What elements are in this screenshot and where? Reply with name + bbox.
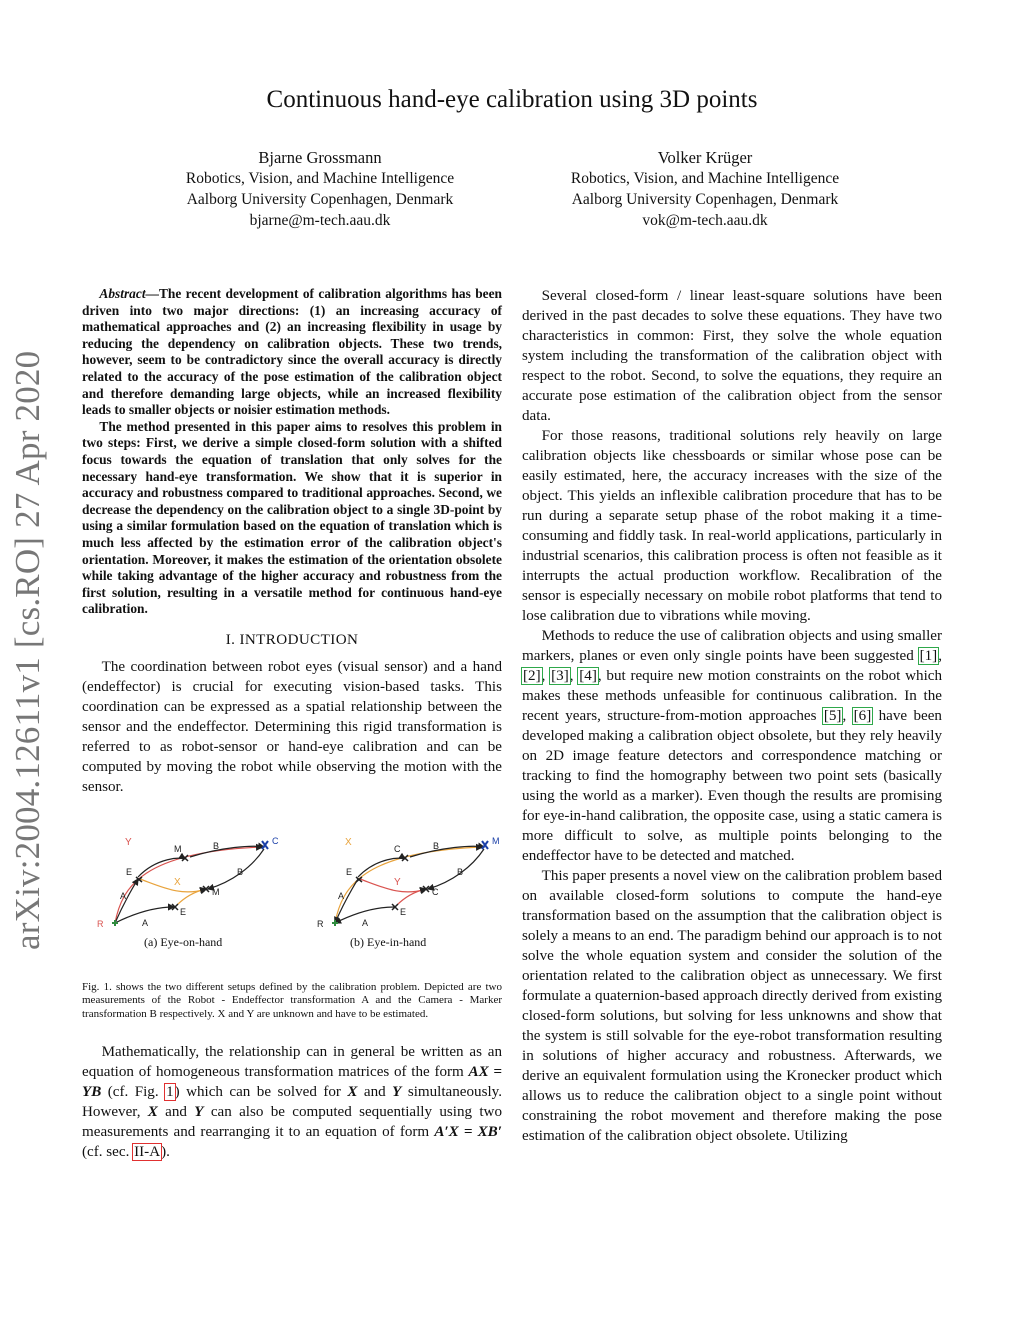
svg-text:A: A xyxy=(362,917,369,928)
svg-text:C: C xyxy=(394,843,401,854)
author-affiliation: Robotics, Vision, and Machine Intelligence xyxy=(570,170,840,187)
svg-text:E: E xyxy=(180,906,187,917)
svg-text:B: B xyxy=(433,840,440,851)
citation-link[interactable]: [4] xyxy=(579,668,597,684)
svg-text:A: A xyxy=(120,890,127,901)
section-heading-introduction: I. INTRODUCTION xyxy=(225,631,359,648)
svg-text:R: R xyxy=(317,918,324,929)
svg-text:R: R xyxy=(97,918,104,929)
author-email: bjarne@m-tech.aau.dk xyxy=(249,212,391,229)
svg-text:E: E xyxy=(400,906,407,917)
svg-text:C: C xyxy=(272,835,279,846)
left-column xyxy=(82,286,502,1162)
label-y: Y xyxy=(125,836,132,848)
abstract-text: The recent development of calibration algorithms has been driven into two major directions: (1) an increasing accuracy of mathematical approaches and (2) an increasing flexibility in usage by reducing the dependency on calibration objects. These two trends, however, seem to be contradictory since the overall accuracy is directly related to the accuracy of the pose estimation of the calibration object and therefore demanding large objects, while an increased flexibility leads to smaller objects or noisier estimation methods. xyxy=(82,286,502,418)
author-affiliation: Aalborg University Copenhagen, Denmark xyxy=(186,191,454,208)
svg-text:X: X xyxy=(345,836,352,848)
svg-text:B: B xyxy=(457,866,464,877)
right-paragraph-1: Several closed-form / linear least-square solutions have been derived in the past decades to solve these equations. They have two characteristics in common: First, they solve the whole equation system including the transformation of the calibration object with respect to the robot. Second, to solve the equations, they require an accurate pose estimation of the calibration object from the sensor data. xyxy=(522,288,942,424)
svg-text:M: M xyxy=(212,886,220,897)
svg-text:M: M xyxy=(174,843,182,854)
svg-text:A: A xyxy=(338,890,345,901)
abstract-label: Abstract xyxy=(99,286,146,301)
citation-link[interactable]: [1] xyxy=(919,648,938,664)
author-email: vok@m-tech.aau.dk xyxy=(642,212,768,229)
svg-text:M: M xyxy=(492,835,500,846)
right-paragraph-3: Methods to reduce the use of calibration objects and using smaller markers, planes or even only single points have been suggested [1], [2], [3], [4], but require new motion constraints on the robot which makes these methods unfeasible for continuous calibration. In the recent years, structure-from-motion approaches [5], [6] have been developed making a calibration object obsolete, but they rely heavily on 2D image feature detectors and correspondence matching or tracking to find the homography between two point sets (basically using the world as a marker). Even though the results are promising for eye-in-hand calibration, the opposite case, using a static camera is more difficult to solve, as multiple points belonging to the endeffector have to be detected and matched. xyxy=(522,628,943,864)
svg-text:E: E xyxy=(346,866,353,877)
figure-reference-link[interactable]: 1 xyxy=(166,1083,174,1100)
svg-text:Y: Y xyxy=(394,876,401,888)
abstract-paragraph-1: Abstract—The recent development of calibration algorithms has been driven into two major directions: (1) an increasing accuracy of mathematical approaches and (2) an increasing flexibility in usage by reducing the dependency on calibration objects. These two trends, however, seem to be contradictory since the overall accuracy is directly related to the accuracy of the pose estimation of the calibration object and therefore demanding large objects, while an increased flexibility leads to smaller objects or noisier estimation methods. xyxy=(82,286,502,418)
diagram-eye-on-hand xyxy=(97,836,279,929)
diagram-eye-in-hand xyxy=(317,836,500,929)
right-paragraph-2: For those reasons, traditional solutions rely heavily on large calibration objects like chessboards or similar whose pose can be easily estimated, here, the accuracy increases with the size of the object. This yields an inflexible calibration procedure that has to be run during a separate setup phase of the robot making it a time-consuming and fiddly task. In real-world applications, particularly in industrial scenarios, this calibration process is often not feasible as it interrupts the actual production workflow. Recalibration of the sensor is especially necessary on mobile robot platforms that tend to lose calibration due to vibrations while moving. xyxy=(522,428,942,624)
arxiv-identifier: arXiv:2004.12611v1 [cs.RO] 27 Apr 2020 xyxy=(8,350,47,950)
svg-text:C: C xyxy=(432,886,439,897)
svg-text:B: B xyxy=(237,866,244,877)
author-name: Volker Krüger xyxy=(657,148,753,167)
svg-text:X: X xyxy=(174,876,181,888)
author-affiliation: Robotics, Vision, and Machine Intelligence xyxy=(185,170,455,187)
figure-1 xyxy=(82,827,502,955)
author-block-1 xyxy=(160,147,480,231)
citation-link[interactable]: [5] xyxy=(823,708,842,724)
right-paragraph-4: This paper presents a novel view on the calibration problem based on available closed-form solutions to compute the hand-eye transformation based on the assumption that the calibration object is solely a means to an end. The paradigm behind our approach is to not solve the whole equation system and consider the solution of the orientation related to the calibration object as unnecessary. We first formulate a quaternion-based approach directly derived from existing closed-form solutions, but solving for less unknowns and show that the system is still solvable for the eye-robot transformation resulting in solutions of higher accuracy and robustness. Afterwards, we derive an equivalent formulation using the Kronecker product which allows us to reduce the calibration object to a single point without constraining the robot movement and therefore making the pose estimation of the calibration object obsolete. Utilizing xyxy=(522,868,942,1144)
math-paragraph: Mathematically, the relationship can in general be written as an equation of homogeneous transformation matrices of the form AX = YB (cf. Fig. 1) which can be solved for X and Y simultaneously. However, X and Y can also be computed sequentially using two measurements and rearranging it to an equation of form A′X = XB′ (cf. sec. II-A). xyxy=(82,1043,503,1160)
abstract xyxy=(82,286,502,618)
svg-text:A: A xyxy=(142,917,149,928)
citation-link[interactable]: [3] xyxy=(551,668,569,684)
intro-paragraph-1: The coordination between robot eyes (visual sensor) and a hand (endeffector) is crucial for executing vision-based tasks. This coordination can be expressed as a spatial relationship between the sensor and the endeffector. Determining this rigid transformation is referred to as robot-sensor or hand-eye calibration and can be computed by moving the robot while observing the motion with the sensor. xyxy=(82,658,502,795)
figure-caption: Fig. 1. shows the two different setups defined by the calibration problem. Depicted are two measurements of the Robot - Endeffector transformation A and the Camera - Marker transformation B respectively. X and Y are unknown and have to be estimated. xyxy=(82,980,502,1021)
subcaption-a: (a) Eye-on-hand xyxy=(144,934,223,949)
author-block-2 xyxy=(545,147,865,231)
svg-text:B: B xyxy=(213,840,220,851)
abstract-paragraph-2: The method presented in this paper aims to resolves this problem in two steps: First, we derive a simple closed-form solution with a shifted focus towards the equation of translation that only solves for the necessary hand-eye transformation. We show that it is superior in accuracy and robustness compared to traditional approaches. Second, we decrease the dependency on the calibration object to a single 3D-point by using a similar formulation based on the equation of translation which is much less affected by the estimation error of the calibration object's orientation. Moreover, it makes the estimation of the orientation obsolete while taking advantage of the higher accuracy and robustness from the first solution, resulting in a versatile method for continuous hand-eye calibration. xyxy=(82,418,502,617)
subcaption-b: (b) Eye-in-hand xyxy=(350,934,427,949)
svg-text:E: E xyxy=(126,866,133,877)
y-arrow xyxy=(115,847,262,923)
citation-link[interactable]: [6] xyxy=(853,708,872,724)
right-column xyxy=(522,286,942,1146)
author-name: Bjarne Grossmann xyxy=(258,148,382,167)
section-reference-link[interactable]: II-A xyxy=(134,1143,161,1160)
citation-link[interactable]: [2] xyxy=(523,668,541,684)
author-affiliation: Aalborg University Copenhagen, Denmark xyxy=(571,191,839,208)
paper-title: Continuous hand-eye calibration using 3D points xyxy=(266,86,758,113)
